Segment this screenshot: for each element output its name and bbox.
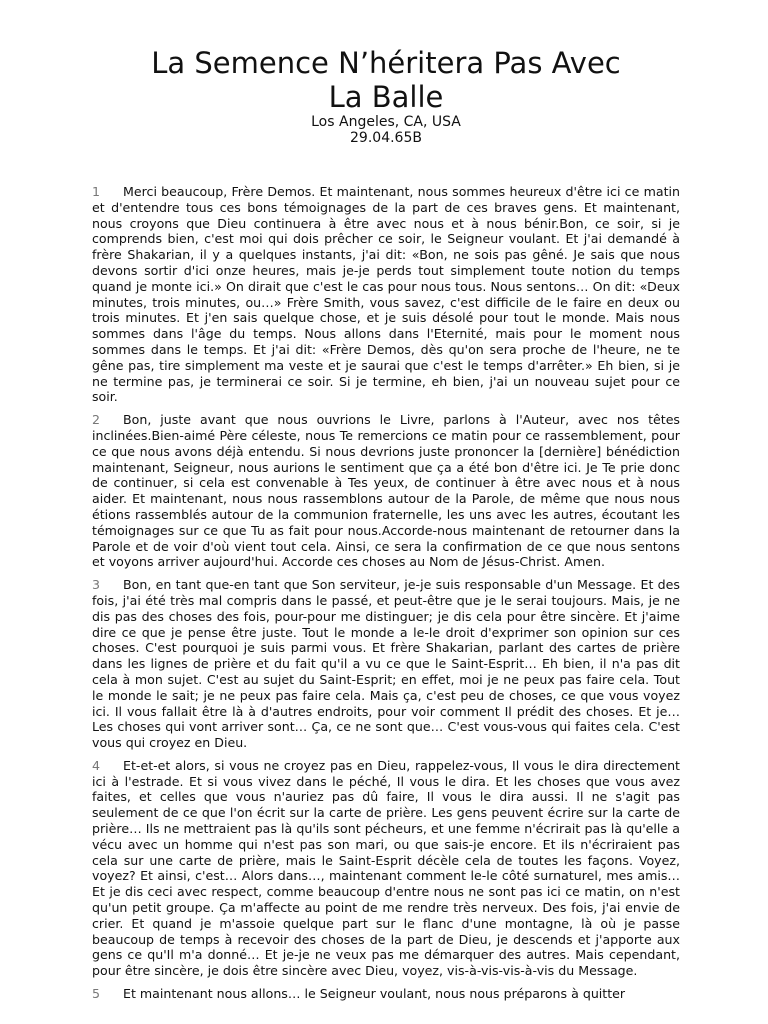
document-title [92, 46, 680, 114]
paragraph-number: 4 [92, 757, 101, 773]
paragraph-number: 1 [92, 184, 101, 199]
paragraph-number: 2 [92, 412, 101, 428]
paragraph-number: 5 [92, 986, 101, 1002]
paragraph [92, 986, 680, 1002]
paragraph [92, 184, 680, 405]
paragraph [92, 758, 680, 979]
title-line-2: La Balle [328, 80, 444, 114]
paragraph-text: Merci beaucoup, Frère Demos. Et maintenant, nous sommes heureux d'être ici ce matin et d'entendre tous ces bons témoignages de la part de ces braves gens. Et maintenant, nous croyons que Dieu continuera à être avec nous et à nous bénir.Bon, ce soir, si je comprends bien, c'est moi qui dois prêcher ce soir, le Seigneur voulant. Et j'ai demandé à frère Shakarian, il y a quelques instants, j'ai dit: «Bon, ne sois pas gêné. Je sais que nous devons sortir d'ici onze heures, mais je-je perds tout simplement toute notion du temps quand je monte ici.» On dirait que c'est le cas pour nous tous. Nous sentons… On dit: «Deux minutes, trois minutes, ou…» Frère Smith, vous savez, c'est difficile de le faire en deux ou trois minutes. Et j'en sais quelque chose, et je suis désolé pour tout le monde. Mais nous sommes dans l'âge du temps. Nous allons dans l'Eternité, mais pour le moment nous sommes dans le temps. Et j'ai dit: «Frère Demos, dès qu'on sera proche de l'heure, ne te gêne pas, tire simplement ma veste et je saurai que c'est le temps d'arrêter.» Eh bien, si je ne termine pas, je terminerai ce soir. Si je termine, eh bien, j'ai un nouveau sujet pour ce soir. [92, 184, 680, 405]
sermon-body [92, 184, 680, 1002]
paragraph-number: 3 [92, 577, 101, 593]
title-line-1: La Semence N’héritera Pas Avec [151, 46, 621, 80]
paragraph-text: Et-et-et alors, si vous ne croyez pas en Dieu, rappelez-vous, Il vous le dira directement ici à l'estrade. Et si vous vivez dans le péché, Il vous le dira. Et les choses que vous avez faites, et celles que vous n'auriez pas dû faire, Il vous le dira aussi. Il ne s'agit pas seulement de ce que l'on écrit sur la carte de prière. Les gens peuvent écrire sur la carte de prière… Ils ne mettraient pas là qu'ils sont pécheurs, et une femme n'écrirait pas là qu'elle a vécu avec un homme qui n'est pas son mari, ou que sais-je encore. Et ils n'écriraient pas cela sur une carte de prière, mais le Saint-Esprit décèle cela de toutes les façons. Voyez, voyez? Et ainsi, c'est… Alors dans…, maintenant comment le-le côté surnaturel, mes amis… Et je dis ceci avec respect, comme beaucoup d'entre nous ne sont pas ici ce matin, on n'est qu'un petit groupe. Ça m'affecte au point de me rendre très nerveux. Des fois, j'ai envie de crier. Et quand je m'assoie quelque part sur le flanc d'une montagne, là où je passe beaucoup de temps à recevoir des choses de la part de Dieu, je descends et j'apporte aux gens ce qu'Il m'a donné… Et je-je ne veux pas me démarquer des autres. Mais cependant, pour être sincère, je dois être sincère avec Dieu, voyez, vis-à-vis-vis-à-vis du Message. [92, 757, 680, 979]
paragraph-text: Et maintenant nous allons… le Seigneur voulant, nous nous préparons à quitter [123, 986, 626, 1002]
paragraph-text: Bon, juste avant que nous ouvrions le Livre, parlons à l'Auteur, avec nos têtes inclinées.Bien-aimé Père céleste, nous Te remercions ce matin pour ce rassemblement, pour ce que nous avons déjà entendu. Si nous devrions juste prononcer la [dernière] bénédiction maintenant, Seigneur, nous aurions le sentiment que ça a été bon d'être ici. Je Te prie donc de continuer, si cela est convenable à Tes yeux, de continuer à être avec nous et à nous aider. Et maintenant, nous nous rassemblons autour de la Parole, de même que nous nous étions rassemblés autour de la communion fraternelle, les uns avec les autres, écoutant les témoignages sur ce que Tu as fait pour nous.Accorde-nous maintenant de retourner dans la Parole et de voir d'où vient tout cela. Ainsi, ce sera la confirmation de ce que nous sentons et voyons arriver aujourd'hui. Accorde ces choses au Nom de Jésus-Christ. Amen. [92, 412, 680, 570]
paragraph [92, 577, 680, 751]
paragraph [92, 412, 680, 570]
sermon-date-code: 29.04.65B [350, 130, 422, 146]
paragraph-text: Bon, en tant que-en tant que Son serviteur, je-je suis responsable d'un Message. Et des fois, j'ai été très mal compris dans le passé, et peut-être que je le serai toujours. Mais, je ne dis pas des choses des fois, pour-pour me distinguer; je dis cela pour être sincère. Et j'aime dire ce que je pense être juste. Tout le monde a le-le droit d'exprimer son opinion sur ces choses. C'est pourquoi je suis parmi vous. Et frère Shakarian, parlant des cartes de prière dans les lignes de prière et du fait qu'il a vu ce que le Saint-Esprit… Eh bien, il n'a pas dit cela à mon sujet. C'est au sujet du Saint-Esprit; en effet, moi je ne peux pas faire cela. Tout le monde le sait; je ne peux pas faire cela. Mais ça, c'est peu de choses, ce que vous voyez ici. Il vous fallait être là à d'autres endroits, pour voir comment Il prédit des choses. Et je… Les choses qui vont arriver sont… Ça, ce ne sont que… C'est vous-vous qui faites cela. C'est vous qui croyez en Dieu. [92, 577, 680, 751]
sermon-location: Los Angeles, CA, USA [311, 114, 461, 130]
document-header [92, 0, 680, 146]
